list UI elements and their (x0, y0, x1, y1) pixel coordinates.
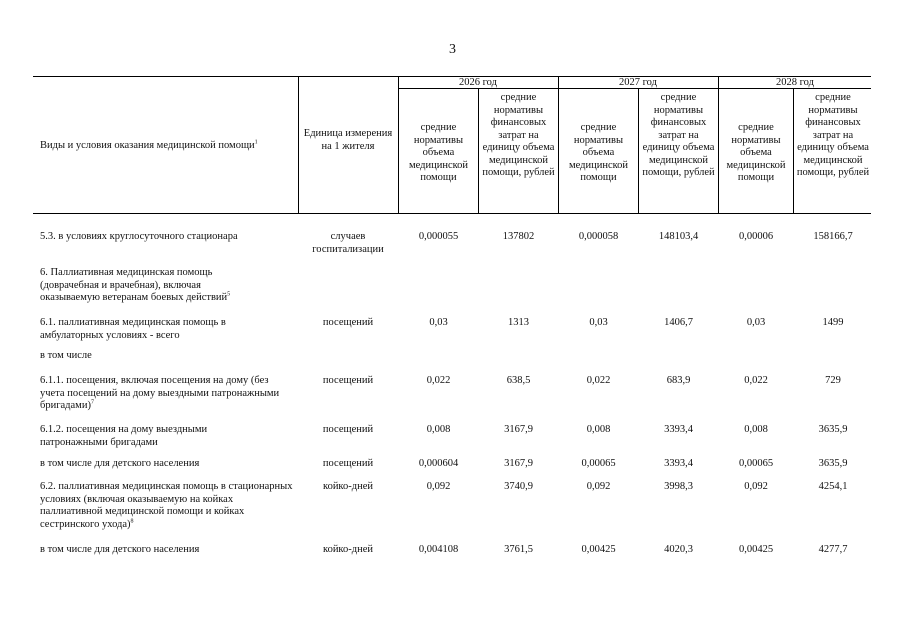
row-label: 6.2. паллиативная медицинская помощь в стационарных условиях (включая оказываемую на койках паллиативной медицинской помощи и койках сестринского ухода)$^8$ (40, 481, 293, 530)
page-number: 3 (449, 42, 456, 57)
cell-cost-2027: 1406,7 (664, 317, 693, 328)
cell-volume-2026: 0,000604 (418, 458, 459, 469)
col-divider (478, 88, 479, 213)
cell-volume-2026: 0,008 (426, 424, 451, 435)
col-divider (298, 76, 299, 213)
cell-volume-2028: 0,03 (746, 317, 766, 328)
header-unit: Единица измерения на 1 жителя (303, 128, 393, 152)
header-year-2027: 2027 год (619, 77, 657, 88)
cell-volume-2026: 0,000055 (418, 231, 459, 242)
cell-cost-2028: 3635,9 (818, 458, 848, 469)
cell-volume-2028: 0,092 (744, 481, 768, 492)
cell-volume-2026: 0,022 (426, 375, 451, 386)
cell-cost-2026: 3740,9 (504, 481, 533, 492)
footnote-mark: 8 (130, 518, 134, 524)
row-unit: посещений (322, 317, 374, 328)
cell-cost-2028: 158166,7 (813, 231, 853, 242)
header-volume-2026: средние нормативы объема медицинской помощи (408, 122, 469, 183)
cell-volume-2027: 0,092 (586, 481, 611, 492)
cell-cost-2026: 3167,9 (504, 424, 533, 435)
cell-volume-2028: 0,022 (744, 375, 768, 386)
cell-cost-2027: 3393,4 (664, 458, 693, 469)
footnote-mark: 1 (254, 139, 258, 146)
cell-volume-2027: 0,03 (589, 317, 608, 328)
cell-volume-2028: 0,00425 (738, 544, 774, 555)
cell-cost-2028: 1499 (822, 317, 844, 328)
header-year-2028: 2028 год (776, 77, 814, 88)
cell-cost-2028: 729 (825, 375, 841, 386)
row-unit: посещений (322, 375, 374, 386)
header-bottom-rule (33, 213, 871, 214)
cell-cost-2028: 4277,7 (818, 544, 848, 555)
col-divider (638, 88, 639, 213)
row-label: 5.3. в условиях круглосуточного стационара (40, 231, 238, 242)
row-label: в том числе для детского населения (40, 544, 200, 555)
cell-volume-2026: 0,03 (429, 317, 448, 328)
row-label: в том числе (40, 350, 92, 361)
header-volume-2027: средние нормативы объема медицинской помощи (568, 122, 629, 183)
col-divider (718, 76, 719, 213)
cell-volume-2027: 0,00425 (581, 544, 616, 555)
cell-cost-2028: 3635,9 (818, 424, 848, 435)
row-unit: посещений (322, 424, 374, 435)
row-unit: случаев госпитализации (312, 231, 384, 255)
cell-volume-2027: 0,008 (586, 424, 611, 435)
cell-cost-2026: 137802 (502, 231, 535, 242)
row-unit: посещений (322, 458, 374, 469)
header-type-of-care: Виды и условия оказания медицинской помощи$^1$ (40, 139, 258, 151)
cell-volume-2028: 0,008 (744, 424, 768, 435)
col-divider (558, 76, 559, 213)
cell-cost-2027: 683,9 (666, 375, 691, 386)
header-cost-2026: средние нормативы финансовых затрат на единицу объема медицинской помощи, рублей (482, 92, 555, 178)
row-label: 6.1.1. посещения, включая посещения на дому (без учета посещений на дому выездными патронажными бригадами)$^7$ (40, 375, 280, 411)
cell-cost-2027: 3393,4 (664, 424, 693, 435)
cell-cost-2028: 4254,1 (818, 481, 848, 492)
header-year-2026: 2026 год (459, 77, 497, 88)
cell-volume-2028: 0,00065 (738, 458, 774, 469)
cell-volume-2026: 0,004108 (418, 544, 459, 555)
row-unit: койко-дней (323, 481, 373, 492)
cell-cost-2026: 3167,9 (504, 458, 533, 469)
cell-cost-2026: 638,5 (506, 375, 531, 386)
cell-volume-2027: 0,00065 (581, 458, 616, 469)
cell-cost-2027: 3998,3 (664, 481, 693, 492)
cell-cost-2026: 3761,5 (504, 544, 533, 555)
col-divider (793, 88, 794, 213)
row-label: 6. Паллиативная медицинская помощь (доврачебная и врачебная), включая оказываемую ветеранам боевых действий$^5$ (40, 267, 231, 303)
header-volume-2028: средние нормативы объема медицинской помощи (726, 122, 786, 183)
cell-volume-2028: 0,00006 (738, 231, 774, 242)
row-unit: койко-дней (323, 544, 373, 555)
header-cost-2027: средние нормативы финансовых затрат на единицу объема медицинской помощи, рублей (642, 92, 715, 178)
cell-volume-2027: 0,000058 (578, 231, 619, 242)
cell-volume-2027: 0,022 (586, 375, 611, 386)
footnote-mark: 7 (90, 399, 94, 406)
footnote-mark: 5 (227, 291, 231, 298)
cell-volume-2026: 0,092 (426, 481, 451, 492)
cell-cost-2027: 4020,3 (664, 544, 693, 555)
cell-cost-2027: 148103,4 (658, 231, 699, 242)
row-label: в том числе для детского населения (40, 458, 200, 469)
cell-cost-2026: 1313 (508, 317, 529, 328)
row-label: 6.1.2. посещения на дому выездными патронажными бригадами (40, 424, 208, 448)
row-label: 6.1. паллиативная медицинская помощь в амбулаторных условиях - всего (40, 317, 226, 341)
col-divider (398, 76, 399, 213)
header-cost-2028: средние нормативы финансовых затрат на единицу объема медицинской помощи, рублей (796, 92, 870, 178)
